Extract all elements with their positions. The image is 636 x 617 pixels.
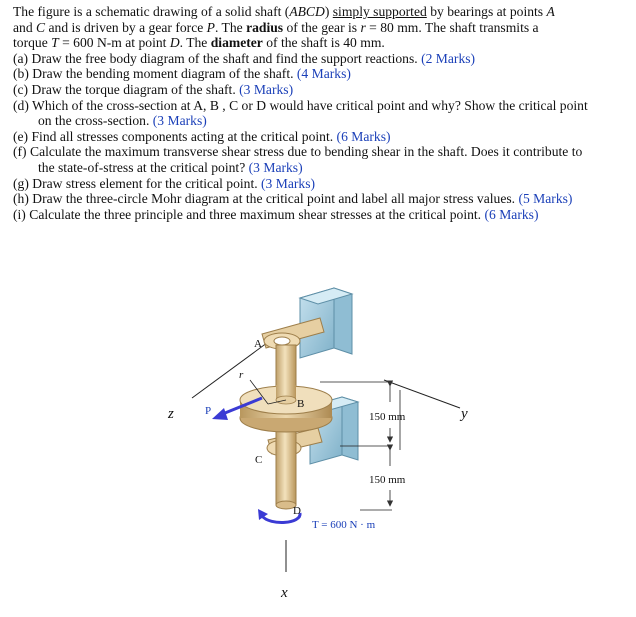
question-marks: (3 Marks) [239,81,294,97]
intro-var: D [169,35,180,51]
dimension-2-label: 150 mm [369,474,406,486]
question-marks: (3 Marks) [261,175,316,191]
intro-var: r [360,19,366,35]
label-r: r [239,369,244,381]
label-p: P [205,405,212,417]
question-text: Draw the free body diagram of the shaft and find the support reactions. [31,50,418,66]
intro-text: of the shaft is 40 mm. [262,35,385,51]
question-text: Which of the cross-section at A, B , C or D would have critical point and why? Show the critical point [32,97,588,113]
question-marks: (5 Marks) [518,191,573,207]
intro-var: P [206,19,215,35]
intro-var: A [546,4,555,19]
question-text: Calculate the three principle and three maximum shear stresses at the critical point. [29,206,482,222]
question-prefix: (h) [13,191,29,207]
question-prefix: (a) [13,50,29,66]
intro-text: . The [179,35,211,51]
intro-text: ) [324,4,333,19]
question-text: Find all stresses components acting at the critical point. [31,128,334,144]
question-prefix: (b) [13,66,29,82]
question-marks: (3 Marks) [248,159,303,175]
intro-text: The figure is a schematic drawing of a solid shaft ( [13,4,290,19]
label-b: B [297,398,305,410]
question-marks: (2 Marks) [421,50,476,66]
question-text: Draw the bending moment diagram of the shaft. [32,66,294,82]
intro-text: by bearings at points [426,4,547,19]
question-prefix: (d) [13,97,29,113]
question-continuation: the state-of-stress at the critical point? [38,159,246,175]
intro-text: and is driven by a gear force [45,19,207,35]
intro-var: ABCD [289,4,325,19]
intro-bold: radius [246,19,284,35]
question-continuation: on the cross-section. [38,113,150,129]
label-c: C [255,454,263,466]
label-z: z [168,406,174,422]
question-prefix: (c) [13,81,29,97]
gear-b [240,385,332,432]
question-prefix: (e) [13,128,29,144]
intro-text: and [13,19,37,35]
question-marks: (3 Marks) [152,113,207,129]
question-prefix: (f) [13,144,27,160]
label-y: y [461,406,468,422]
question-text: Draw stress element for the critical point. [32,175,258,191]
intro-bold: diameter [210,35,263,51]
intro-text: . The [214,19,247,35]
intro-text: = 80 mm. The shaft transmits a [365,19,539,35]
question-marks: (6 Marks) [484,206,539,222]
question-text: Draw the three-circle Mohr diagram at the critical point and label all major stress values. [32,191,516,207]
intro-text: torque [13,35,52,51]
question-marks: (6 Marks) [336,128,391,144]
question-text: Calculate the maximum transverse shear stress due to bending shear in the shaft. Does it contribute to [30,144,583,160]
intro-var: T [51,35,59,51]
intro-var: C [36,19,46,35]
label-x: x [281,585,288,601]
intro-text: = 600 N-m at point [58,35,170,51]
question-prefix: (i) [13,206,26,222]
torque-label: T = 600 N · m [312,519,376,531]
intro-underline: simply supported [332,4,427,19]
dimension-1-label: 150 mm [369,411,406,423]
question-text: Draw the torque diagram of the shaft. [31,81,236,97]
intro-text: of the gear is [283,19,361,35]
label-a: A [254,338,262,350]
label-d: D [293,505,301,517]
question-marks: (4 Marks) [296,66,351,82]
question-prefix: (g) [13,175,29,191]
